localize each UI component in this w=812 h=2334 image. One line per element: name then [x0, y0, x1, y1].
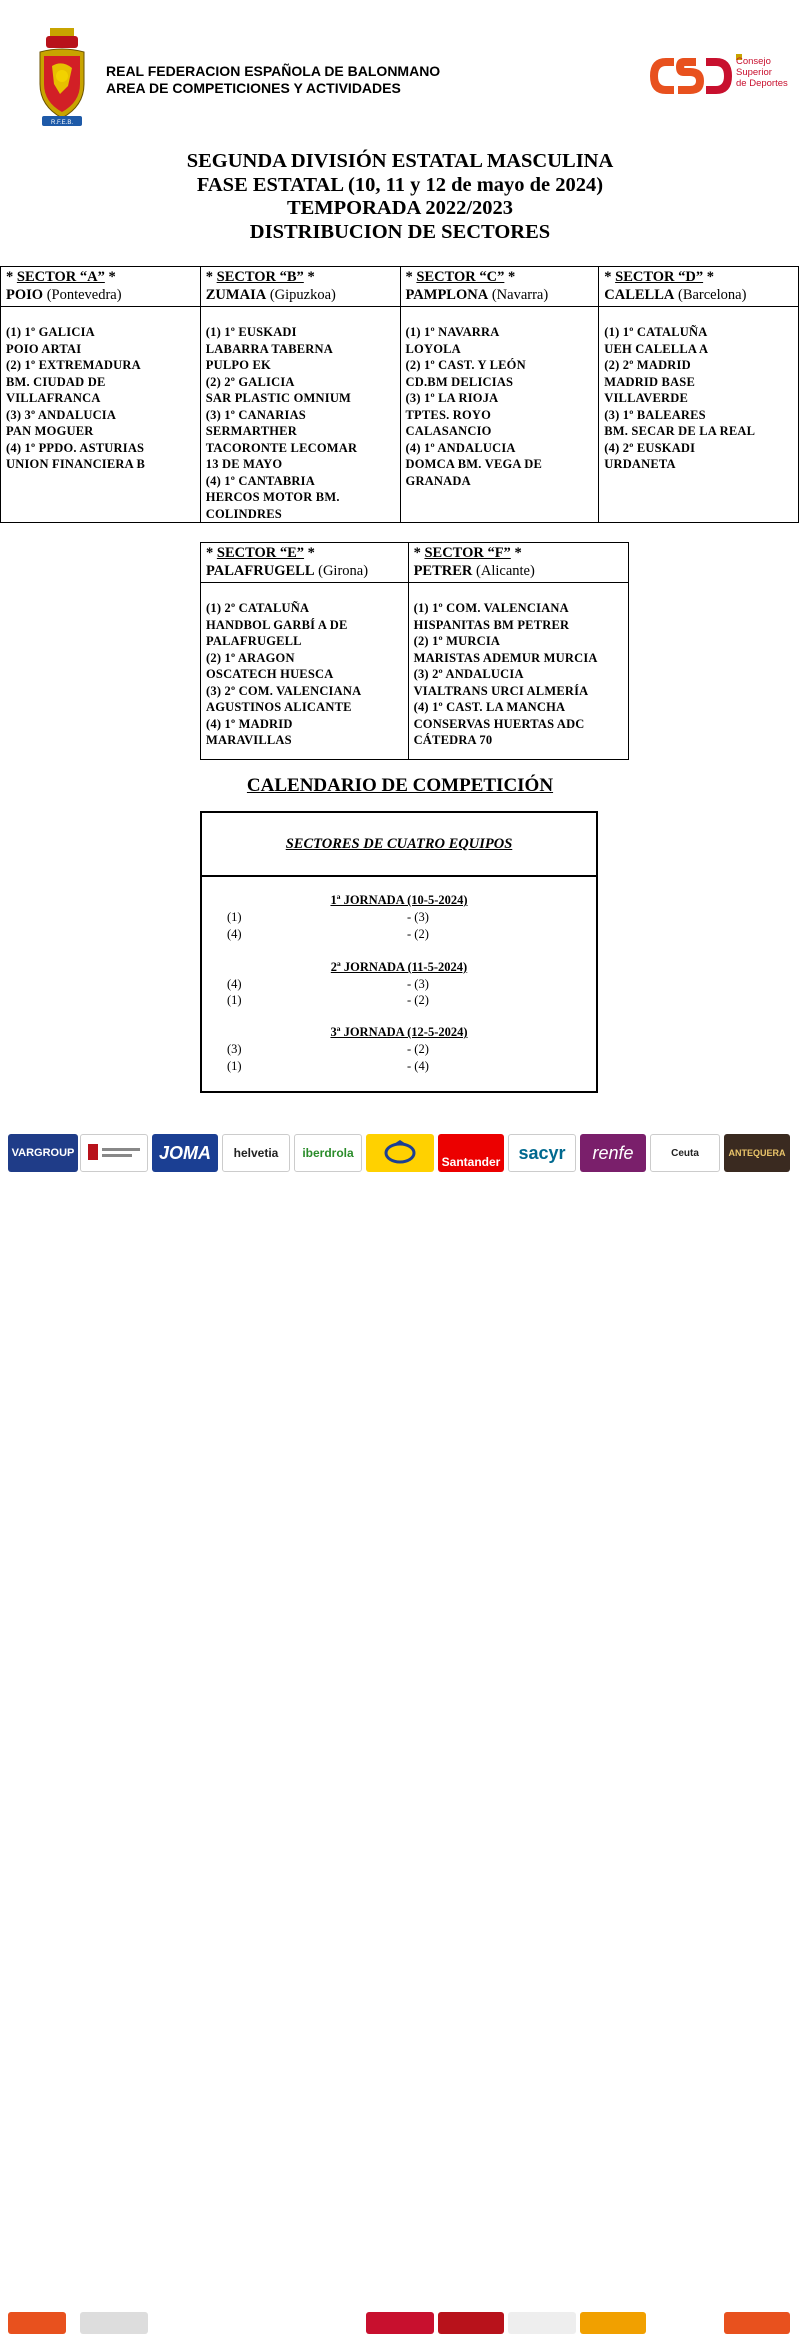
team-line: CALASANCIO	[405, 424, 492, 438]
organization-header	[106, 63, 440, 97]
team-line: (4) 1º ANDALUCIA	[405, 440, 516, 455]
round-1-match-1-home: (1)	[227, 910, 242, 924]
sector-e-header: * SECTOR “E” * PALAFRUGELL (Girona)	[201, 543, 409, 583]
team-line: SAR PLASTIC OMNIUM	[205, 391, 352, 405]
sector-a-header: * SECTOR “A” * POIO (Pontevedra)	[1, 267, 201, 307]
team-line: (3) 3º ANDALUCIA	[6, 407, 117, 422]
team-line: URDANETA	[604, 457, 676, 471]
sponsor-ceuta-logo: Ceuta	[650, 1134, 720, 1172]
sponsor-renfe-logo: renfe	[580, 1134, 646, 1172]
team-line: (3) 1º CANARIAS	[205, 407, 306, 422]
team-line: MARAVILLAS	[206, 733, 292, 747]
team-line: CONSERVAS HUERTAS ADC	[413, 716, 585, 731]
team-line: AGUSTINOS ALICANTE	[206, 700, 352, 714]
sponsor-iberdrola-logo: iberdrola	[294, 1134, 362, 1172]
team-line: (2) 1º EXTREMADURA	[6, 358, 141, 372]
sector-f-header: * SECTOR “F” * PETRER (Alicante)	[408, 543, 628, 583]
round-3-match-2-home: (1)	[227, 1059, 242, 1073]
team-line: (4) 1º PPDO. ASTURIAS	[6, 440, 145, 455]
team-line: SERMARTHER	[205, 424, 297, 438]
sector-e-teams	[201, 583, 409, 760]
sponsor-strip	[0, 1134, 812, 1200]
team-line: (2) 1º MURCIA	[413, 634, 501, 648]
team-line: UEH CALELLA A	[604, 341, 709, 356]
team-line: (1) 1º NAVARRA	[405, 325, 500, 339]
calendar-box-title: SECTORES DE CUATRO EQUIPOS	[202, 813, 596, 877]
round-2-match-2-home: (1)	[227, 993, 242, 1007]
round-3-match-2-away: - (4)	[407, 1059, 429, 1073]
team-line: VILLAVERDE	[604, 391, 688, 405]
calendar-title: CALENDARIO DE COMPETICIÓN	[246, 775, 554, 796]
team-line: PULPO EK	[205, 358, 271, 372]
team-line: GRANADA	[405, 473, 471, 488]
government-crest-icon	[84, 1138, 144, 1168]
org-department: AREA DE COMPETICIONES Y ACTIVIDADES	[106, 80, 401, 96]
document-titles	[0, 150, 800, 244]
org-name: REAL FEDERACION ESPAÑOLA DE BALONMANO	[106, 63, 441, 79]
team-line: (1) 1º COM. VALENCIANA	[413, 601, 569, 615]
team-line: (1) 1º GALICIA	[6, 325, 95, 339]
correos-horn-icon	[380, 1138, 420, 1168]
title-line4: DISTRIBUCION DE SECTORES	[249, 220, 551, 243]
team-line: PALAFRUGELL	[206, 634, 302, 648]
round-1-match-2-home: (4)	[227, 927, 242, 941]
sector-f-teams	[408, 583, 628, 760]
team-line: (3) 1º LA RIOJA	[405, 391, 499, 405]
team-line: LOYOLA	[405, 341, 461, 356]
sector-c-header: * SECTOR “C” * PAMPLONA (Navarra)	[400, 267, 599, 307]
csd-line1: Consejo	[736, 56, 771, 67]
rfebm-crest-logo	[34, 26, 90, 130]
team-line: MADRID BASE	[604, 374, 695, 389]
team-line: (4) 1º MADRID	[206, 716, 293, 731]
sponsor-row2-logo-2	[80, 2312, 148, 2334]
team-line: OSCATECH HUESCA	[206, 667, 334, 681]
team-line: (3) 2º ANDALUCIA	[413, 667, 524, 681]
team-line: (1) 2º CATALUÑA	[206, 601, 310, 615]
sector-d-teams	[599, 307, 799, 523]
team-line: TPTES. ROYO	[405, 407, 492, 422]
team-line: (1) 1º CATALUÑA	[604, 325, 708, 339]
sponsor-row2-logo-3	[366, 2312, 434, 2334]
sponsor-santander-logo: Santander	[438, 1134, 504, 1172]
round-3-match-1-away: - (2)	[407, 1042, 429, 1056]
csd-line2: Superior	[736, 67, 772, 78]
sector-b-header: * SECTOR “B” * ZUMAIA (Gipuzkoa)	[200, 267, 400, 307]
team-line: BM. CIUDAD DE	[6, 374, 106, 389]
team-line: 13 DE MAYO	[205, 457, 283, 471]
team-line: POIO ARTAI	[6, 341, 82, 356]
round-2-match-2-away: - (2)	[407, 993, 429, 1007]
team-line: TACORONTE LECOMAR	[205, 440, 358, 455]
team-line: (2) 2º GALICIA	[205, 374, 295, 389]
team-line: BM. SECAR DE LA REAL	[604, 424, 756, 438]
sectors-table-top	[0, 266, 799, 523]
team-line: (1) 1º EUSKADI	[205, 325, 297, 339]
team-line: HISPANITAS BM PETRER	[413, 617, 570, 632]
team-line: HERCOS MOTOR BM.	[205, 490, 340, 504]
sponsor-antequera-logo: ANTEQUERA	[724, 1134, 790, 1172]
round-2-match-1-home: (4)	[227, 977, 242, 991]
sectors-table-bottom	[200, 542, 629, 760]
team-line: MARISTAS ADEMUR MURCIA	[413, 650, 598, 665]
round-2-title: 2ª JORNADA (11-5-2024)	[330, 960, 468, 974]
team-line: CÁTEDRA 70	[413, 733, 493, 747]
title-line3: TEMPORADA 2022/2023	[286, 197, 514, 219]
team-line: (2) 1º ARAGON	[206, 650, 295, 665]
sector-a-teams	[1, 307, 201, 523]
sector-c-teams	[400, 307, 599, 523]
round-1-match-2-away: - (2)	[407, 927, 429, 941]
team-line: DOMCA BM. VEGA DE	[405, 457, 543, 471]
sponsor-row2-logo-4	[438, 2312, 504, 2334]
round-2-match-1-away: - (3)	[407, 977, 429, 991]
sponsor-government-logo	[80, 1134, 148, 1172]
team-line: HANDBOL GARBÍ A DE	[206, 617, 348, 632]
sponsor-row2-logo-5	[508, 2312, 576, 2334]
round-3-match-1-home: (3)	[227, 1042, 242, 1056]
sponsor-row2-logo-7	[724, 2312, 790, 2334]
team-line: (4) 1º CAST. LA MANCHA	[413, 700, 566, 714]
title-line2: FASE ESTATAL (10, 11 y 12 de mayo de 2024)	[196, 173, 604, 196]
csd-logo-text	[736, 56, 788, 89]
team-line: (2) 1º CAST. Y LEÓN	[405, 358, 526, 372]
team-line: UNION FINANCIERA B	[6, 457, 146, 471]
round-3-title: 3ª JORNADA (12-5-2024)	[330, 1025, 468, 1039]
team-line: CD.BM DELICIAS	[405, 374, 514, 389]
team-line: (3) 2º COM. VALENCIANA	[206, 683, 362, 698]
team-line: (4) 2º EUSKADI	[604, 440, 696, 455]
team-line: (3) 1º BALEARES	[604, 407, 706, 422]
round-1-title: 1ª JORNADA (10-5-2024)	[330, 893, 468, 907]
sponsor-helvetia-logo: helvetia	[222, 1134, 290, 1172]
sponsor-row2-logo-1	[8, 2312, 66, 2334]
title-line1: SEGUNDA DIVISIÓN ESTATAL MASCULINA	[186, 150, 614, 172]
sponsor-sacyr-logo: sacyr	[508, 1134, 576, 1172]
sponsor-row2-logo-6	[580, 2312, 646, 2334]
team-line: VIALTRANS URCI ALMERÍA	[413, 683, 589, 698]
team-line: VILLAFRANCA	[6, 391, 101, 405]
sector-d-header: * SECTOR “D” * CALELLA (Barcelona)	[599, 267, 799, 307]
team-line: COLINDRES	[205, 506, 282, 521]
sector-b-teams	[200, 307, 400, 523]
team-line: (2) 2º MADRID	[604, 358, 691, 372]
calendar-box	[200, 811, 598, 1093]
team-line: PAN MOGUER	[6, 424, 94, 438]
sponsor-correos-logo	[366, 1134, 434, 1172]
round-1-match-1-away: - (3)	[407, 910, 429, 924]
team-line: (4) 1º CANTABRIA	[205, 473, 315, 488]
svg-text:R.F.E.B.: R.F.E.B.	[50, 120, 74, 126]
csd-line3: de Deportes	[736, 78, 788, 89]
sponsor-joma-logo: JOMA	[152, 1134, 218, 1172]
team-line: LABARRA TABERNA	[205, 341, 333, 356]
sponsor-vargroup-logo: VARGROUP	[8, 1134, 78, 1172]
